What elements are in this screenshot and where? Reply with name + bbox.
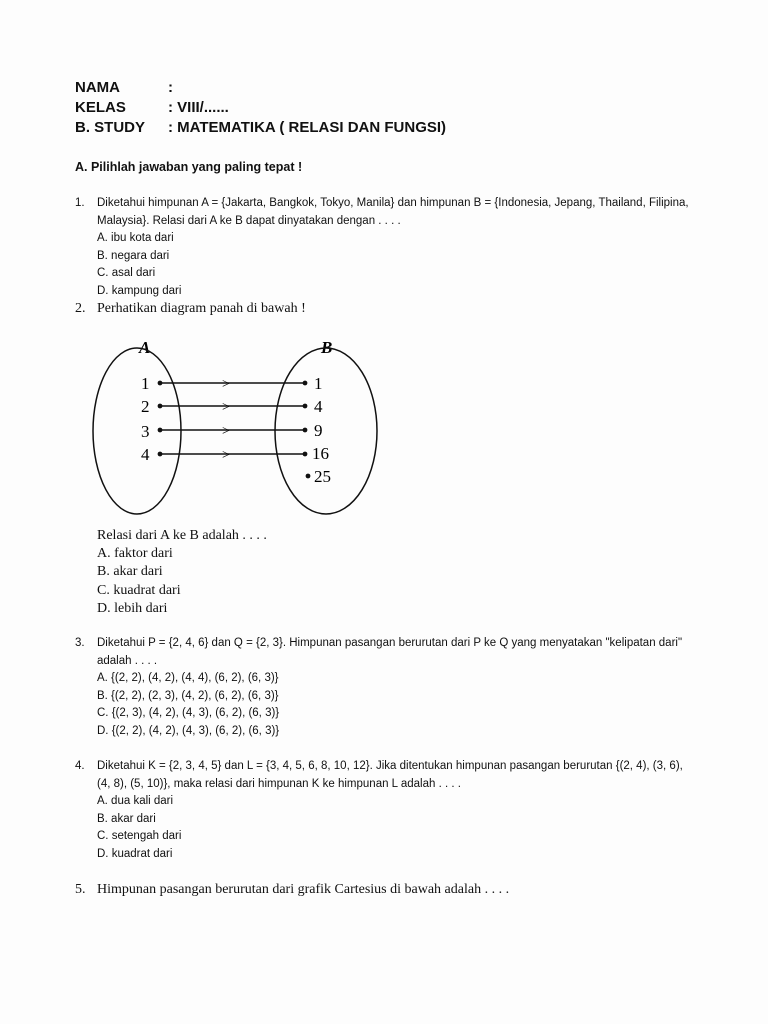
set-b-element-16: 16 (312, 444, 329, 463)
option-d: D. kuadrat dari (97, 847, 173, 860)
arrow-head-icon: > (222, 424, 230, 439)
set-a-dot (158, 404, 163, 409)
arrow-head-icon: > (222, 400, 230, 415)
option-b: B. negara dari (97, 249, 170, 262)
option-a: A. ibu kota dari (97, 232, 174, 244)
study-value: : MATEMATIKA ( RELASI DAN FUNGSI) (168, 119, 447, 136)
option-c: C. kuadrat dari (97, 582, 181, 598)
option-a: A. dua kali dari (97, 795, 174, 807)
question-2 (75, 301, 306, 317)
option-b: B. akar dari (97, 564, 163, 580)
set-b-ellipse (275, 348, 377, 514)
question-1 (75, 195, 695, 300)
question-text: Himpunan pasangan berurutan dari grafik Cartesius di bawah adalah . . . . (97, 882, 510, 897)
set-a-element-2: 2 (141, 397, 150, 416)
set-b-element-25: 25 (314, 467, 331, 486)
option-a: A. {(2, 2), (4, 2), (4, 4), (6, 2), (6, 3)} (97, 672, 279, 684)
study-label: B. STUDY (75, 119, 146, 136)
set-b-element-1: 1 (314, 374, 323, 393)
option-d: D. {(2, 2), (4, 2), (4, 3), (6, 2), (6, 3)} (97, 724, 280, 737)
option-d: D. lebih dari (97, 600, 168, 616)
question-5 (75, 882, 509, 898)
set-a-element-4: 4 (141, 445, 150, 464)
set-a-dot (158, 452, 163, 457)
section-a-title: A. Pilihlah jawaban yang paling tepat ! (75, 160, 303, 174)
study-row (75, 118, 446, 138)
question-number: 1. (75, 197, 85, 209)
header-block (75, 78, 446, 138)
arrow-head-icon: > (222, 448, 230, 463)
question-4 (75, 758, 695, 863)
question-number: 4. (75, 760, 85, 772)
option-b: B. akar dari (97, 812, 156, 825)
name-label: NAMA (75, 79, 120, 96)
class-value: : VIII/...... (168, 99, 229, 116)
set-b-element-4: 4 (314, 397, 323, 416)
set-a-label: A (139, 338, 151, 357)
option-d: D. kampung dari (97, 284, 182, 297)
question-text: Diketahui K = {2, 3, 4, 5} dan L = {3, 4, 5, 6, 8, 10, 12}. Jika ditentukan himpunan pasangan berurutan {(2, 4), (3, 6), (4, 8), (5, 10)}, maka relasi dari himpunan K ke himpunan L adalah . . . . (97, 760, 683, 790)
option-c: C. setengah dari (97, 830, 182, 842)
option-b: B. {(2, 2), (2, 3), (4, 2), (6, 2), (6, 3)} (97, 689, 279, 702)
set-b-dot (303, 404, 308, 409)
set-a-ellipse (93, 348, 181, 514)
set-b-dot (303, 381, 308, 386)
class-row (75, 98, 446, 118)
question-number: 2. (75, 301, 86, 316)
set-a-dot (158, 428, 163, 433)
question-text: Diketahui P = {2, 4, 6} dan Q = {2, 3}. Himpunan pasangan berurutan dari P ke Q yang menyatakan "kelipatan dari" adalah . . . . (97, 637, 683, 667)
question-text: Diketahui himpunan A = {Jakarta, Bangkok, Tokyo, Manila} dan himpunan B = {Indonesia, Jepang, Thailand, Filipina, Malaysia}. Relasi dari A ke B dapat dinyatakan dengan . . . . (97, 197, 689, 227)
set-a-element-1: 1 (141, 374, 150, 393)
arrow-head-icon: > (222, 377, 230, 392)
set-b-label: B (321, 338, 333, 357)
class-label: KELAS (75, 99, 126, 116)
question-2-options (97, 527, 267, 618)
question-3 (75, 635, 695, 740)
set-a-dot (158, 381, 163, 386)
question-text: Perhatikan diagram panah di bawah ! (97, 301, 306, 316)
name-value: : (168, 79, 173, 96)
set-b-dot (303, 428, 308, 433)
question-2-prompt: Relasi dari A ke B adalah . . . . (97, 528, 267, 543)
set-b-dot (303, 452, 308, 457)
question-number: 3. (75, 637, 85, 649)
question-number: 5. (75, 882, 86, 897)
name-row (75, 78, 446, 98)
option-a: A. faktor dari (97, 546, 173, 562)
option-c: C. asal dari (97, 267, 156, 279)
set-a-element-3: 3 (141, 422, 150, 441)
set-b-dot (306, 474, 311, 479)
option-c: C. {(2, 3), (4, 2), (4, 3), (6, 2), (6, 3)} (97, 707, 280, 719)
set-b-element-9: 9 (314, 421, 323, 440)
